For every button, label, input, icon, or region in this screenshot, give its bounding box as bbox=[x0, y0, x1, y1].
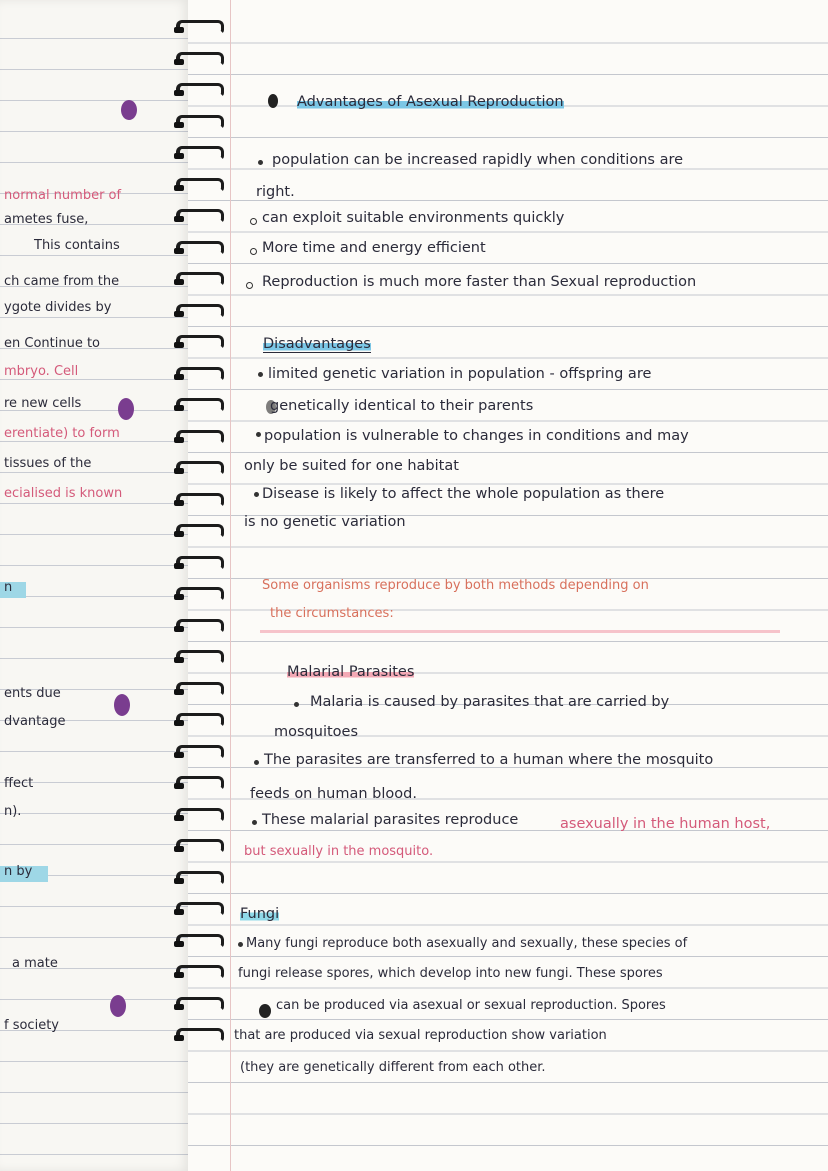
spiral-ring bbox=[176, 335, 224, 349]
left-line: ch came from the bbox=[4, 274, 120, 289]
heading-disadvantages: Disadvantages bbox=[263, 336, 371, 352]
spiral-ring bbox=[176, 650, 224, 664]
disadvantage-item: is no genetic variation bbox=[244, 514, 406, 530]
advantage-item: Reproduction is much more faster than Sexual reproduction bbox=[262, 274, 697, 290]
malaria-item: mosquitoes bbox=[274, 724, 359, 740]
note-line: the circumstances: bbox=[270, 606, 394, 621]
bullet bbox=[252, 820, 257, 825]
spiral-ring bbox=[176, 115, 224, 129]
left-line: ygote divides by bbox=[4, 300, 112, 315]
punch-hole-right bbox=[259, 1004, 271, 1018]
spiral-ring bbox=[176, 965, 224, 979]
spiral-ring bbox=[176, 713, 224, 727]
bullet bbox=[238, 942, 243, 947]
disadvantage-item: population is vulnerable to changes in conditions and may bbox=[264, 428, 689, 444]
bullet bbox=[254, 492, 259, 497]
bullet bbox=[250, 248, 257, 255]
spiral-ring bbox=[176, 52, 224, 66]
punch-hole bbox=[121, 100, 137, 120]
left-line: f society bbox=[4, 1018, 59, 1033]
malaria-item: These malarial parasites reproduce bbox=[262, 812, 519, 828]
spiral-ring bbox=[176, 934, 224, 948]
spiral-ring bbox=[176, 430, 224, 444]
spiral-ring bbox=[176, 776, 224, 790]
punch-hole bbox=[114, 694, 130, 716]
advantage-item: population can be increased rapidly when conditions are bbox=[272, 152, 684, 168]
left-line: tissues of the bbox=[4, 456, 92, 471]
left-line: mbryo. Cell bbox=[4, 364, 79, 379]
advantage-item: More time and energy efficient bbox=[262, 240, 486, 256]
fungi-item: fungi release spores, which develop into new fungi. These spores bbox=[238, 966, 663, 981]
pink-underline bbox=[260, 630, 780, 633]
left-line: normal number of bbox=[4, 188, 122, 203]
spiral-ring bbox=[176, 272, 224, 286]
disadvantage-item: genetically identical to their parents bbox=[270, 398, 534, 414]
bullet bbox=[246, 282, 253, 289]
left-line: n). bbox=[4, 804, 22, 819]
left-line: dvantage bbox=[4, 714, 66, 729]
left-line: erentiate) to form bbox=[4, 426, 120, 441]
bullet bbox=[250, 218, 257, 225]
spiral-ring bbox=[176, 241, 224, 255]
spiral-ring bbox=[176, 1028, 224, 1042]
left-line: ffect bbox=[4, 776, 34, 791]
punch-hole bbox=[118, 398, 134, 420]
bullet bbox=[256, 432, 261, 437]
spiral-binding bbox=[172, 20, 232, 1080]
spiral-ring bbox=[176, 839, 224, 853]
left-line: n by bbox=[4, 864, 33, 879]
spiral-ring bbox=[176, 493, 224, 507]
heading-malarial-parasites: Malarial Parasites bbox=[287, 664, 415, 680]
spiral-ring bbox=[176, 997, 224, 1011]
bullet bbox=[258, 372, 263, 377]
spiral-ring bbox=[176, 871, 224, 885]
bullet bbox=[254, 760, 259, 765]
malaria-item-highlight: but sexually in the mosquito. bbox=[244, 844, 434, 859]
spiral-ring bbox=[176, 556, 224, 570]
spiral-ring bbox=[176, 808, 224, 822]
left-line: a mate bbox=[12, 956, 58, 971]
spiral-ring bbox=[176, 209, 224, 223]
spiral-ring bbox=[176, 304, 224, 318]
spiral-ring bbox=[176, 902, 224, 916]
spiral-ring bbox=[176, 146, 224, 160]
fungi-item: can be produced via asexual or sexual reproduction. Spores bbox=[276, 998, 666, 1013]
spiral-ring bbox=[176, 619, 224, 633]
spiral-ring bbox=[176, 83, 224, 97]
malaria-item-highlight: asexually in the human host, bbox=[560, 816, 771, 832]
heading-asexual-advantages: Advantages of Asexual Reproduction bbox=[297, 94, 564, 110]
advantage-item: can exploit suitable environments quickly bbox=[262, 210, 565, 226]
fungi-item: that are produced via sexual reproduction show variation bbox=[234, 1028, 607, 1043]
advantage-item: right. bbox=[256, 184, 295, 200]
disadvantage-item: limited genetic variation in population - offspring are bbox=[268, 366, 652, 382]
left-page bbox=[0, 0, 190, 1171]
left-line: This contains bbox=[34, 238, 120, 253]
spiral-ring bbox=[176, 745, 224, 759]
spiral-ring bbox=[176, 682, 224, 696]
disadvantage-item: only be suited for one habitat bbox=[244, 458, 459, 474]
spiral-ring bbox=[176, 367, 224, 381]
spiral-ring bbox=[176, 524, 224, 538]
heading-fungi: Fungi bbox=[240, 906, 280, 922]
left-line: ametes fuse, bbox=[4, 212, 89, 227]
spiral-ring bbox=[176, 178, 224, 192]
malaria-item: The parasites are transferred to a human where the mosquito bbox=[264, 752, 714, 768]
disadvantage-item: Disease is likely to affect the whole population as there bbox=[262, 486, 665, 502]
left-line: ents due bbox=[4, 686, 61, 701]
note-line: Some organisms reproduce by both methods depending on bbox=[262, 578, 649, 593]
spiral-ring bbox=[176, 398, 224, 412]
malaria-item: feeds on human blood. bbox=[250, 786, 417, 802]
malaria-item: Malaria is caused by parasites that are carried by bbox=[310, 694, 670, 710]
bullet bbox=[258, 160, 263, 165]
spiral-ring bbox=[176, 461, 224, 475]
bullet bbox=[294, 702, 299, 707]
spiral-ring bbox=[176, 20, 224, 34]
left-line: re new cells bbox=[4, 396, 82, 411]
left-line: n bbox=[4, 580, 13, 595]
spiral-ring bbox=[176, 587, 224, 601]
fungi-item: (they are genetically different from each other. bbox=[240, 1060, 546, 1075]
fungi-item: Many fungi reproduce both asexually and sexually, these species of bbox=[246, 936, 688, 951]
punch-hole-right bbox=[268, 94, 278, 108]
punch-hole bbox=[110, 995, 126, 1017]
left-line: en Continue to bbox=[4, 336, 101, 351]
left-line: ecialised is known bbox=[4, 486, 123, 501]
